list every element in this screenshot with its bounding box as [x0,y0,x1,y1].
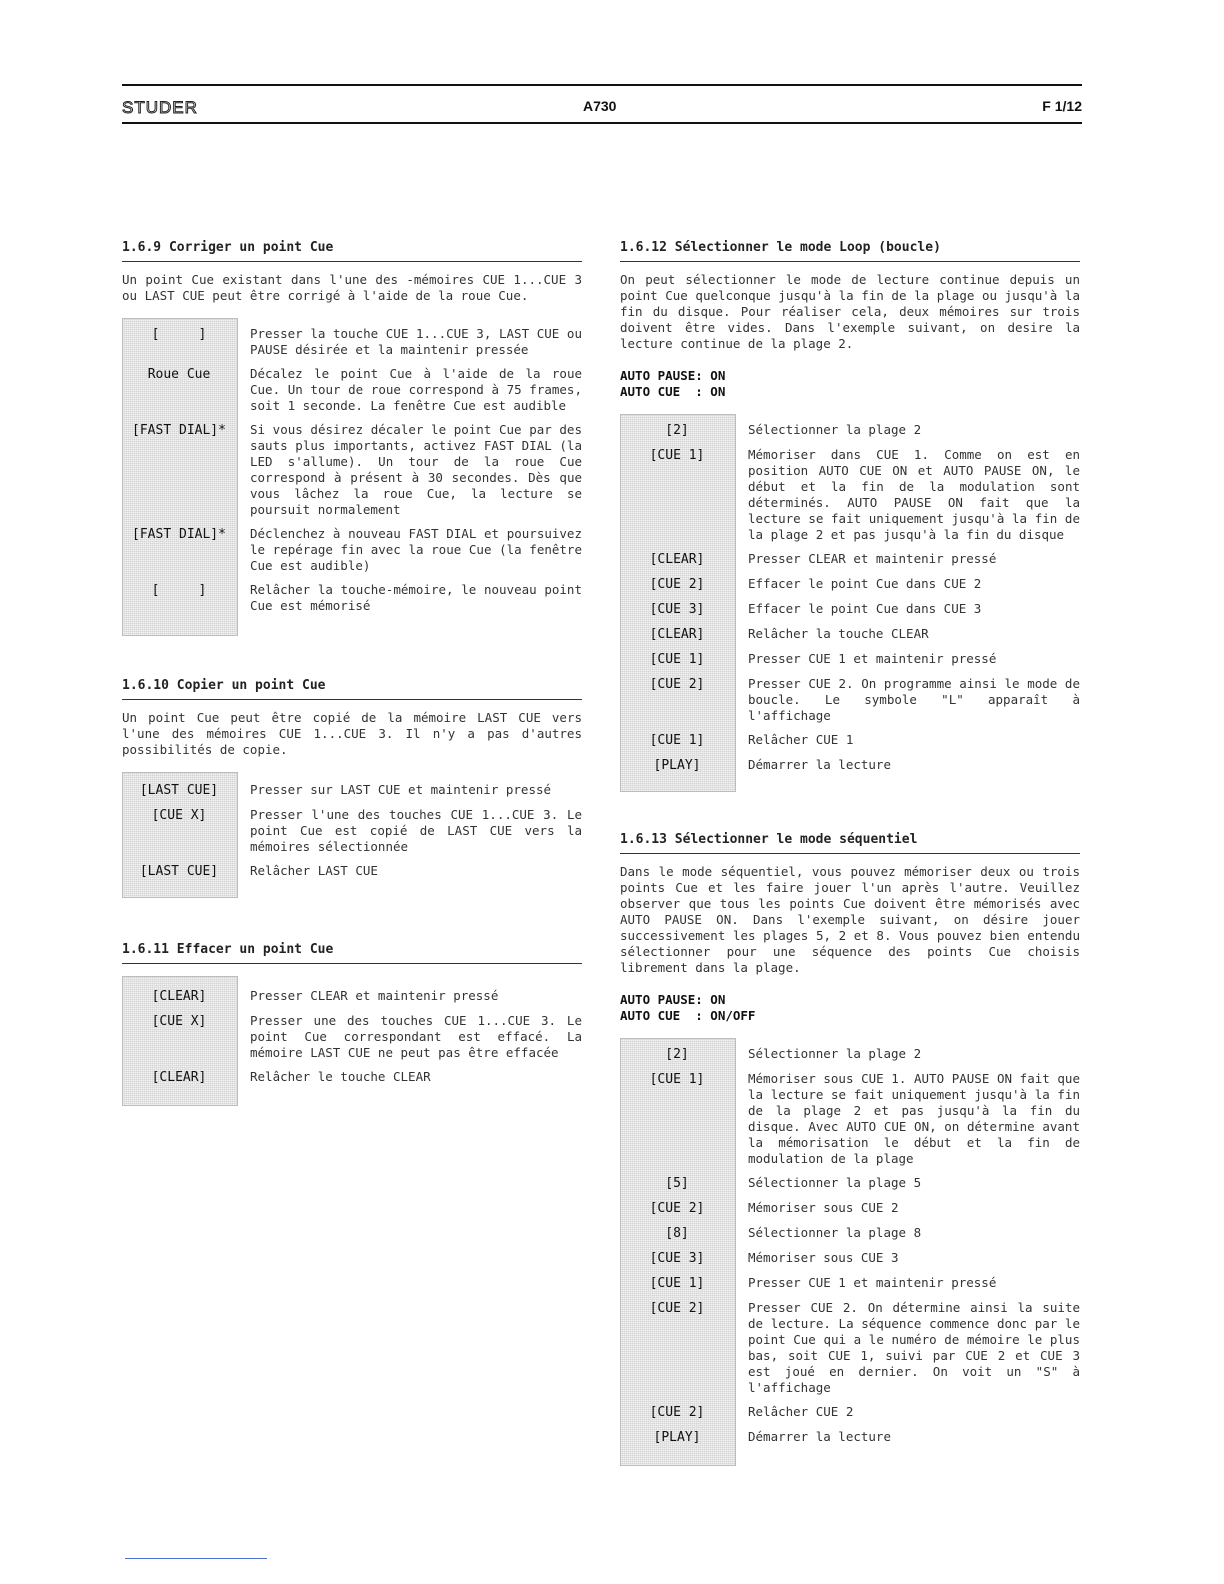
step-row [620,551,1080,568]
key-label: [CUE 2] [649,1301,705,1316]
step-description: Sélectionner la plage 5 [748,1175,922,1190]
section-sequentiel [620,832,1080,1466]
key-label: [LAST CUE] [139,783,219,798]
step-description: Mémoriser sous CUE 2 [748,1200,899,1215]
section-title: 1.6.10 Copier un point Cue [122,678,582,700]
step-description: Relâcher CUE 2 [748,1404,854,1419]
key-label: [FAST DIAL]* [132,527,226,542]
step-row [620,1300,1080,1396]
step-description: Relâcher le touche CLEAR [250,1069,431,1084]
key-label: [CUE 3] [649,1251,705,1266]
footnote-rule [125,1558,267,1559]
step-description: Effacer le point Cue dans CUE 3 [748,601,982,616]
key-label: [CUE X] [151,808,207,823]
step-row [620,1275,1080,1292]
step-description: Presser CUE 1 et maintenir pressé [748,1275,997,1290]
section-intro: Un point Cue existant dans l'une des -mémoires CUE 1...CUE 3 ou LAST CUE peut être corrigé à l'aide de la roue Cue. [122,272,582,303]
step-description: Presser CUE 2. On programme ainsi le mode de boucle. Le symbole "L" apparaît à l'affichage [748,676,1080,723]
step-row [122,1013,582,1061]
section-corriger [122,240,582,636]
step-row [620,757,1080,774]
key-label: [CUE 2] [649,1405,705,1420]
step-row [620,1200,1080,1217]
key-label: [ ] [151,327,207,342]
key-label: [2] [665,423,689,438]
key-label: [CUE 2] [649,1201,705,1216]
key-label: [CUE 1] [649,1072,705,1087]
step-row [620,422,1080,439]
step-description: Presser CUE 1 et maintenir pressé [748,651,997,666]
key-label: [CLEAR] [151,989,207,1004]
step-description: Relâcher CUE 1 [748,732,854,747]
page-number: F 1/12 [1042,98,1082,114]
key-label: [CLEAR] [151,1070,207,1085]
step-row [122,326,582,358]
step-row [122,582,582,614]
step-row [122,366,582,414]
key-label: [CUE 1] [649,448,705,463]
section-loop [620,240,1080,792]
key-label: [CUE 1] [649,733,705,748]
step-description: Démarrer la lecture [748,757,891,772]
step-row [620,651,1080,668]
header-top-rule [122,84,1082,86]
step-list [122,318,582,636]
step-row [620,1175,1080,1192]
step-description: Presser CLEAR et maintenir pressé [748,551,997,566]
step-list [122,772,582,898]
key-label: [CUE X] [151,1014,207,1029]
section-effacer [122,942,582,1106]
step-description: Démarrer la lecture [748,1429,891,1444]
step-row [620,732,1080,749]
step-row [620,1250,1080,1267]
section-title: 1.6.12 Sélectionner le mode Loop (boucle) [620,240,1080,262]
key-label: [CLEAR] [649,552,705,567]
step-row [122,526,582,574]
key-label: [CUE 1] [649,652,705,667]
step-description: Presser une des touches CUE 1...CUE 3. Le point Cue correspondant est effacé. La mémoire LAST CUE ne peut pas être effacée [250,1013,582,1060]
key-label: [LAST CUE] [139,864,219,879]
step-row [620,676,1080,724]
step-row [620,1225,1080,1242]
auto-settings: AUTO PAUSE: ON AUTO CUE : ON [620,368,726,399]
section-copier [122,678,582,898]
step-description: Décalez le point Cue à l'aide de la roue Cue. Un tour de roue correspond à 75 frames, soit 1 seconde. La fenêtre Cue est audible [250,366,582,413]
step-row [620,601,1080,618]
step-description: Presser la touche CUE 1...CUE 3, LAST CUE ou PAUSE désirée et la maintenir pressée [250,326,582,357]
step-row [620,1429,1080,1446]
step-description: Déclenchez à nouveau FAST DIAL et poursuivez le repérage fin avec la roue Cue (la fenêtre Cue est audible) [250,526,582,573]
step-description: Mémoriser dans CUE 1. Comme on est en position AUTO CUE ON et AUTO PAUSE ON, le début et la fin de la modulation sont déterminés. AUTO PAUSE ON fait que la lecture se fait uniquement jusqu'à la fin de la plage 2 et pas jusqu'à la fin du disque [748,447,1080,542]
step-description: Sélectionner la plage 2 [748,1046,922,1061]
step-description: Mémoriser sous CUE 3 [748,1250,899,1265]
model-label: A730 [583,98,617,114]
section-title: 1.6.13 Sélectionner le mode séquentiel [620,832,1080,854]
key-label: [8] [665,1226,689,1241]
section-intro: Dans le mode séquentiel, vous pouvez mémoriser deux ou trois points Cue et les faire jouer l'un après l'autre. Veuillez observer que tous les points Cue doivent être mémorisés avec AUTO PAUSE ON. Dans l'exemple suivant, on désire jouer successivement les plages 5, 2 et 8. Vous pouvez bien entendu sélectionner pour une séquence des points Cue choisis librement dans la plage. [620,864,1080,975]
left-column [122,240,582,1106]
step-row [122,863,582,880]
step-description: Effacer le point Cue dans CUE 2 [748,576,982,591]
key-label: [PLAY] [653,1430,701,1445]
key-label: [CUE 1] [649,1276,705,1291]
section-title: 1.6.11 Effacer un point Cue [122,942,582,964]
key-label: [FAST DIAL]* [132,423,226,438]
step-row [122,422,582,518]
step-list [620,414,1080,792]
key-label: [PLAY] [653,758,701,773]
step-row [122,1069,582,1086]
step-row [620,1404,1080,1421]
key-label: [2] [665,1047,689,1062]
step-row [122,807,582,855]
step-description: Relâcher LAST CUE [250,863,378,878]
step-description: Mémoriser sous CUE 1. AUTO PAUSE ON fait que la lecture se fait uniquement jusqu'à la fin de la plage 2 et pas jusqu'à la fin du disque. Avec AUTO CUE ON, on détermine avant la mémorisation le début et la fin de modulation de la plage [748,1071,1080,1166]
key-label: [CUE 3] [649,602,705,617]
step-description: Presser sur LAST CUE et maintenir pressé [250,782,552,797]
step-description: Sélectionner la plage 2 [748,422,922,437]
step-description: Sélectionner la plage 8 [748,1225,922,1240]
key-label: Roue Cue [147,367,211,382]
step-description: Relâcher la touche CLEAR [748,626,929,641]
step-description: Relâcher la touche-mémoire, le nouveau point Cue est mémorisé [250,582,582,613]
key-label: [CLEAR] [649,627,705,642]
step-list [620,1038,1080,1466]
step-list [122,976,582,1106]
step-description: Presser CUE 2. On détermine ainsi la suite de lecture. La séquence commence donc par le point Cue qui a le numéro de mémoire le plus bas, soit CUE 1, suivi par CUE 2 et CUE 3 est joué en dernier. On voit un "S" à l'affichage [748,1300,1080,1395]
section-intro: On peut sélectionner le mode de lecture continue depuis un point Cue quelconque jusqu'à la fin de la plage ou jusqu'à la fin du disque. Pour réaliser cela, deux mémoires sur trois doivent être vides. Dans l'exemple suivant, on desire la lecture continue de la plage 2. [620,272,1080,351]
step-row [620,447,1080,543]
section-title: 1.6.9 Corriger un point Cue [122,240,582,262]
step-row [620,626,1080,643]
step-row [122,988,582,1005]
step-row [620,576,1080,593]
section-intro: Un point Cue peut être copié de la mémoire LAST CUE vers l'une des mémoires CUE 1...CUE 3. Il n'y a pas d'autres possibilités de copie. [122,710,582,757]
key-label: [CUE 2] [649,677,705,692]
step-row [620,1071,1080,1167]
step-description: Presser l'une des touches CUE 1...CUE 3. Le point Cue est copié de LAST CUE vers la mémoires sélectionnée [250,807,582,854]
auto-settings: AUTO PAUSE: ON AUTO CUE : ON/OFF [620,992,756,1023]
right-column [620,240,1080,1466]
header-bottom-rule [122,122,1082,124]
step-description: Presser CLEAR et maintenir pressé [250,988,499,1003]
step-row [122,782,582,799]
step-row [620,1046,1080,1063]
studer-logo: STUDER [122,98,198,117]
key-label: [ ] [151,583,207,598]
key-label: [CUE 2] [649,577,705,592]
key-label: [5] [665,1176,689,1191]
step-description: Si vous désirez décaler le point Cue par des sauts plus importants, activez FAST DIAL (la LED s'allume). Un tour de la roue Cue correspond à présent à 30 secondes. Dès que vous lâchez la roue Cue, la lecture se poursuit normalement [250,422,582,517]
